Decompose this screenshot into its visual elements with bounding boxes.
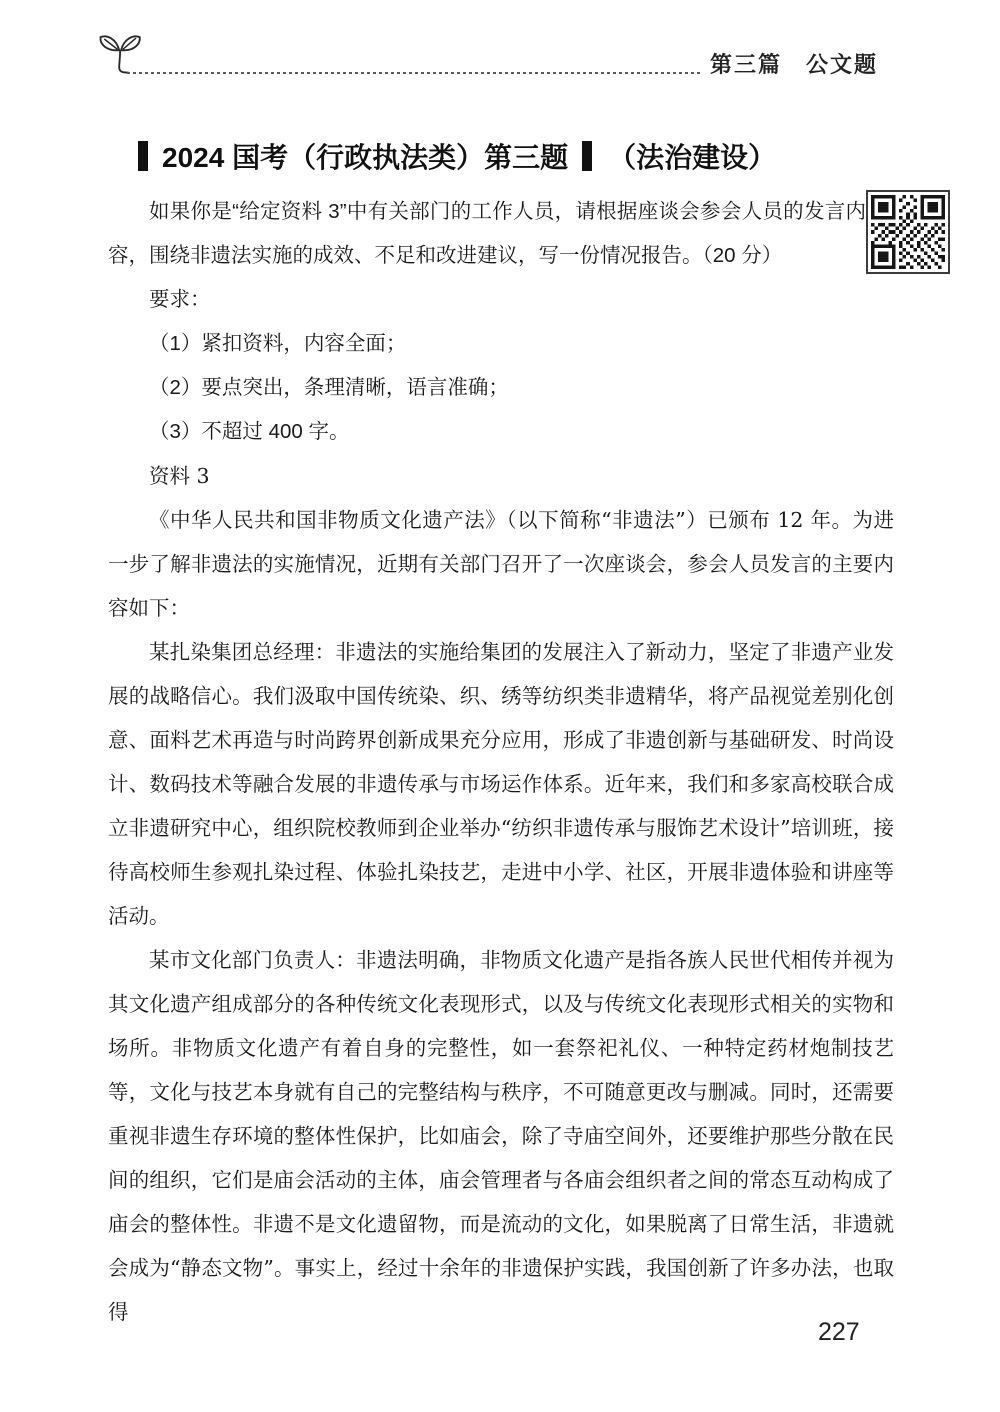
requirement-item: （3）不超过 400 字。	[149, 420, 350, 443]
material-paragraph: 《中华人民共和国非物质文化遗产法》（以下简称“非遗法”）已颁布 12 年。为进一步了解非遗法的实施情况，近期有关部门召开了一次座谈会，参会人员发言的主要内容如下：	[108, 508, 894, 620]
page-title	[138, 136, 776, 176]
question-intro: 如果你是“给定资料 3”中有关部门的工作人员，请根据座谈会参会人员的发言内容，围绕非遗法实施的成效、不足和改进建议，写一份情况报告。（20 分）	[108, 200, 866, 267]
material-paragraph: 某扎染集团总经理：非遗法的实施给集团的发展注入了新动力，坚定了非遗产业发展的战略信心。我们汲取中国传统染、织、绣等纺织类非遗精华，将产品视觉差别化创意、面料艺术再造与时尚跨界创新成果充分应用，形成了非遗创新与基础研发、时尚设计、数码技术等融合发展的非遗传承与市场运作体系。近年来，我们和多家高校联合成立非遗研究中心，组织院校教师到企业举办“纺织非遗传承与服饰艺术设计”培训班，接待高校师生参观扎染过程、体验扎染技艺，走进中小学、社区，开展非遗体验和讲座等活动。	[108, 640, 894, 928]
page-number: 227	[818, 1318, 860, 1346]
material-label: 资料 3	[149, 464, 210, 488]
material-paragraph: 某市文化部门负责人：非遗法明确，非物质文化遗产是指各族人民世代相传并视为其文化遗产组成部分的各种传统文化表现形式，以及与传统文化表现形式相关的实物和场所。非物质文化遗产有着自身的完整性，如一套祭祀礼仪、一种特定药材炮制技艺等，文化与技艺本身就有自己的完整结构与秩序，不可随意更改与删减。同时，还需要重视非遗生存环境的整体性保护，比如庙会，除了寺庙空间外，还要维护那些分散在民间的组织，它们是庙会活动的主体，庙会管理者与各庙会组织者之间的常态互动构成了庙会的整体性。非遗不是文化遗留物，而是流动的文化，如果脱离了日常生活，非遗就会成为“静态文物”。事实上，经过十余年的非遗保护实践，我国创新了许多办法，也取得	[108, 948, 894, 1324]
exam-title: 2024 国考（行政执法类）第三题	[162, 142, 569, 173]
page-body	[108, 190, 894, 1334]
requirements-label: 要求：	[149, 288, 211, 311]
title-bar-icon	[582, 141, 592, 171]
sprout-icon	[94, 28, 150, 83]
header-rule	[127, 72, 702, 74]
section-title: 第三篇 公文题	[710, 52, 879, 77]
title-bar-icon	[138, 141, 148, 171]
requirement-item: （1）紧扣资料，内容全面；	[149, 332, 407, 355]
topic-label: （法治建设）	[608, 142, 777, 173]
requirement-item: （2）要点突出，条理清晰，语言准确；	[149, 376, 509, 399]
